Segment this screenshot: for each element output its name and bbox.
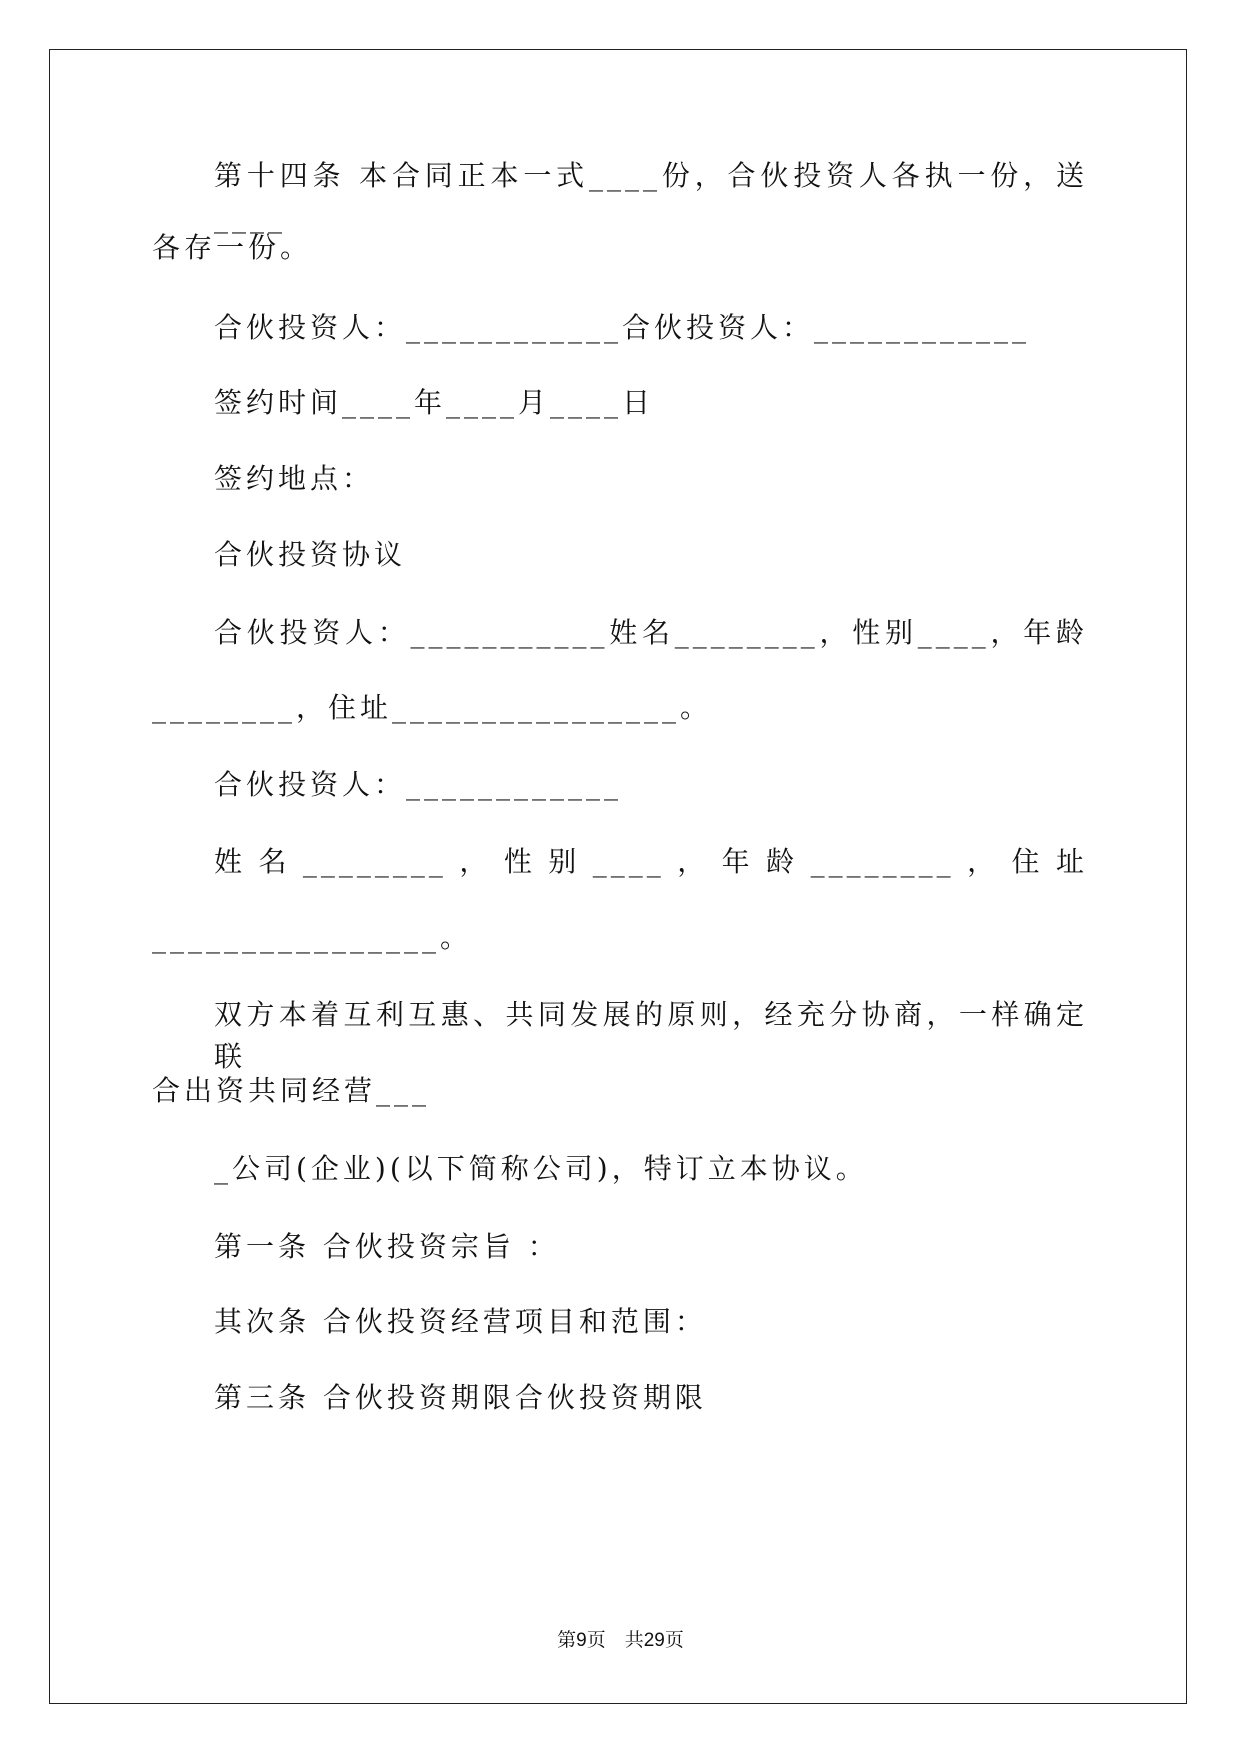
clause-1: 第一条 合伙投资宗旨 ： <box>214 1230 560 1263</box>
preamble-line-2: 合出资共同经营___ <box>152 1074 431 1107</box>
investor-1-line-2: ________，住址________________。 <box>152 691 713 724</box>
clause-14-line-2: 各存一份。 <box>152 231 313 264</box>
investor-2-label: 合伙投资人：____________ <box>214 768 623 801</box>
footer-middle: 页 共 <box>586 1629 644 1651</box>
signing-date: 签约时间____年____月____日 <box>214 386 655 419</box>
signatory-line: 合伙投资人：____________合伙投资人：____________ <box>214 311 1031 344</box>
preamble-line-3: _公司(企业)(以下简称公司)，特订立本协议。 <box>214 1152 868 1185</box>
clause-14-line-1: 第十四条 本合同正本一式____份，合伙投资人各执一份，送____ <box>214 159 1088 234</box>
investor-2-line-1: 姓名________，性别____，年龄________，住址 <box>214 845 1088 878</box>
signing-place: 签约地点： <box>214 462 375 495</box>
preamble-line-1: 双方本着互利互惠、共同发展的原则，经充分协商，一样确定联 <box>214 998 1088 1073</box>
investor-1-line-1: 合伙投资人：___________姓名________，性别____，年龄 <box>214 616 1088 649</box>
footer-total-pages: 29 <box>643 1630 665 1651</box>
footer-suffix: 页 <box>664 1629 684 1651</box>
footer-page-number: 9 <box>576 1630 587 1651</box>
clause-2: 其次条 合伙投资经营项目和范围： <box>214 1305 707 1338</box>
page-footer <box>0 1625 1241 1652</box>
clause-3: 第三条 合伙投资期限合伙投资期限 <box>214 1381 707 1414</box>
footer-prefix: 第 <box>557 1629 577 1651</box>
agreement-title: 合伙投资协议 <box>214 538 407 571</box>
investor-2-line-2: ________________。 <box>152 921 473 954</box>
